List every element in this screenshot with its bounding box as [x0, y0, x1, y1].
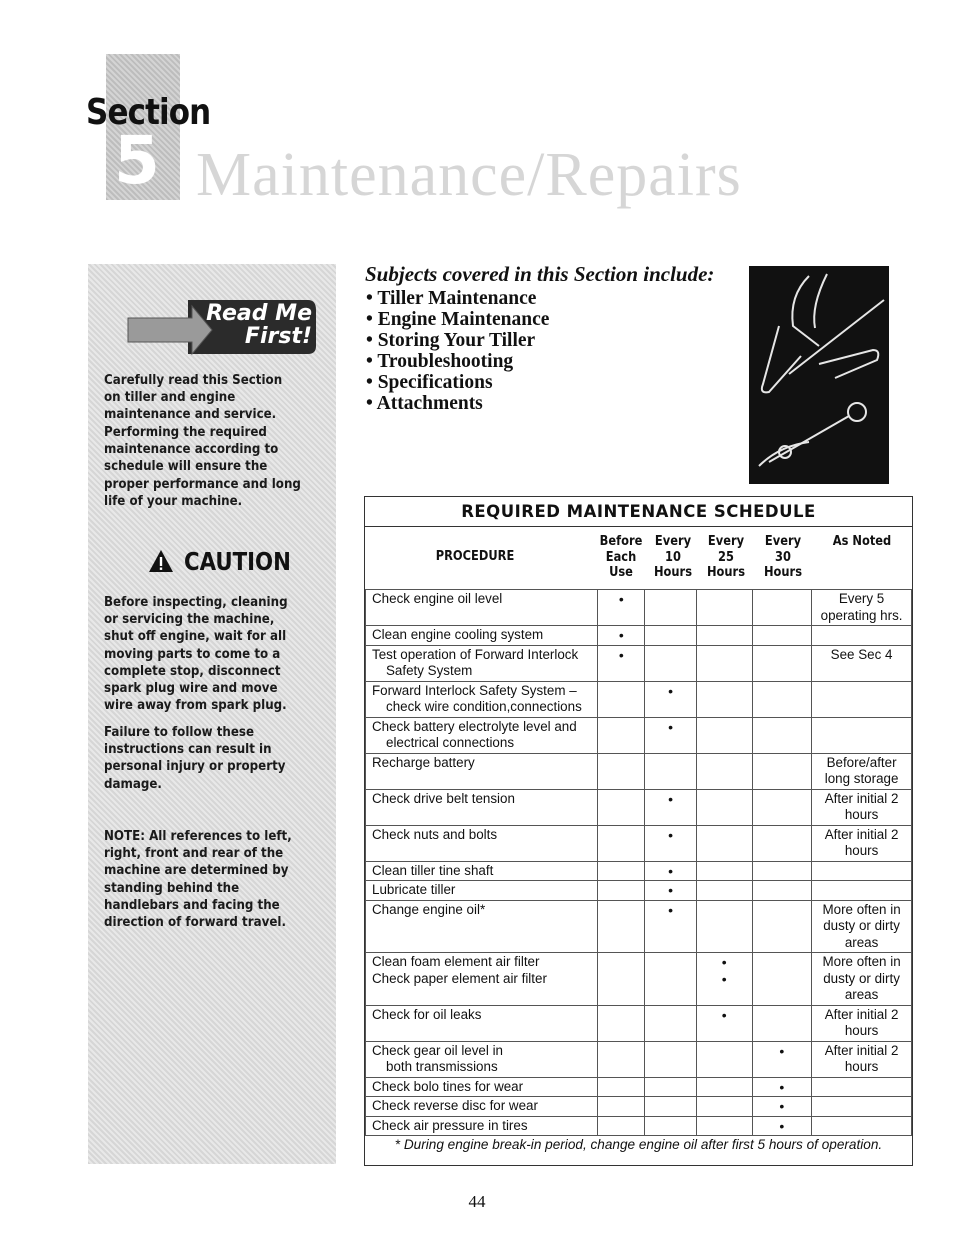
schedule-mark: • — [598, 590, 645, 626]
table-row — [366, 590, 912, 626]
procedure-line: Check air pressure in tires — [372, 1117, 528, 1133]
table-row — [366, 900, 912, 953]
note-cell: Every 5 operating hrs. — [812, 590, 912, 626]
procedure-cell — [366, 590, 598, 626]
schedule-mark — [598, 681, 645, 717]
note-cell — [812, 1097, 912, 1117]
schedule-mark: • — [752, 1041, 812, 1077]
schedule-mark — [696, 681, 752, 717]
table-row — [366, 1077, 912, 1097]
read-me-line: Read Me — [206, 301, 312, 326]
table-row — [366, 753, 912, 789]
procedure-line: Clean tiller tine shaft — [372, 862, 494, 878]
schedule-mark: • — [752, 1077, 812, 1097]
schedule-mark: • — [645, 900, 697, 953]
procedure-cell — [366, 1116, 598, 1136]
table-row — [366, 1041, 912, 1077]
tools-icon — [749, 266, 889, 484]
schedule-mark — [752, 825, 812, 861]
procedure-cell — [366, 789, 598, 825]
procedure-line: electrical connections — [386, 735, 515, 750]
procedure-line: Test operation of Forward Interlock — [372, 646, 579, 662]
table-row — [366, 1097, 912, 1117]
section-number: 5 — [114, 122, 160, 199]
schedule-mark — [696, 900, 752, 953]
procedure-cell — [366, 1005, 598, 1041]
schedule-mark — [696, 881, 752, 901]
procedure-line: Forward Interlock Safety System – — [372, 682, 577, 698]
note-cell: After initial 2 hours — [812, 825, 912, 861]
procedure-line: Check drive belt tension — [372, 790, 515, 806]
schedule-mark — [645, 1097, 697, 1117]
procedure-cell — [366, 645, 598, 681]
procedure-cell — [366, 1097, 598, 1117]
schedule-mark — [598, 1041, 645, 1077]
schedule-mark: • — [645, 717, 697, 753]
schedule-mark — [645, 1041, 697, 1077]
table-row — [366, 789, 912, 825]
schedule-mark — [645, 1005, 697, 1041]
schedule-mark — [752, 626, 812, 646]
schedule-mark — [696, 789, 752, 825]
list-item: • Engine Maintenance — [366, 309, 550, 330]
procedure-line: Check gear oil level in — [372, 1042, 503, 1058]
schedule-mark: • — [598, 645, 645, 681]
schedule-mark — [598, 861, 645, 881]
page-title: Maintenance/Repairs — [196, 141, 742, 209]
schedule-mark — [645, 1077, 697, 1097]
table-row — [366, 645, 912, 681]
table-row — [366, 881, 912, 901]
schedule-mark: • — [645, 825, 697, 861]
schedule-mark — [696, 861, 752, 881]
schedule-mark — [696, 825, 752, 861]
schedule-mark — [645, 753, 697, 789]
note-cell: After initial 2 hours — [812, 1041, 912, 1077]
schedule-mark — [752, 645, 812, 681]
list-item: • Troubleshooting — [366, 351, 514, 372]
procedure-cell — [366, 1041, 598, 1077]
procedure-line: Recharge battery — [372, 754, 475, 770]
schedule-mark — [645, 953, 697, 1006]
note-cell: Before/after long storage — [812, 753, 912, 789]
table-row — [366, 681, 912, 717]
read-me-first-label — [200, 302, 312, 348]
procedure-line: Check nuts and bolts — [372, 826, 498, 842]
note-cell: More often in dusty or dirty areas — [812, 900, 912, 953]
schedule-mark — [696, 1077, 752, 1097]
schedule-mark — [696, 1116, 752, 1136]
schedule-grid — [365, 589, 912, 1136]
schedule-mark — [598, 1005, 645, 1041]
procedure-line: Check engine oil level — [372, 591, 503, 606]
schedule-mark — [752, 900, 812, 953]
every-30-hours-header: Every 30 Hours — [763, 534, 803, 580]
page-number: 44 — [468, 1192, 486, 1211]
schedule-mark — [752, 590, 812, 626]
procedure-header: PROCEDURE — [435, 549, 515, 564]
table-row — [366, 1005, 912, 1041]
note-cell — [812, 1116, 912, 1136]
schedule-mark: • — [645, 681, 697, 717]
schedule-mark — [598, 1077, 645, 1097]
every-10-hours-header: Every 10 Hours — [653, 534, 693, 580]
procedure-line: both transmissions — [386, 1059, 498, 1074]
schedule-mark: • • — [696, 953, 752, 1006]
procedure-line: Check battery electrolyte level and — [372, 718, 577, 734]
procedure-line: Safety System — [386, 663, 473, 678]
schedule-mark — [598, 953, 645, 1006]
procedure-cell — [366, 825, 598, 861]
schedule-title: REQUIRED MAINTENANCE SCHEDULE — [461, 502, 816, 521]
procedure-cell — [366, 900, 598, 953]
procedure-line: Check paper element air filter — [372, 970, 547, 986]
procedure-line: Check reverse disc for wear — [372, 1098, 538, 1113]
footnote: * During engine break-in period, change engine oil after first 5 hours of operation. — [394, 1137, 883, 1152]
tools-image — [749, 266, 889, 484]
table-row — [366, 717, 912, 753]
schedule-mark — [645, 626, 697, 646]
schedule-mark — [696, 717, 752, 753]
schedule-mark — [598, 717, 645, 753]
schedule-mark — [598, 753, 645, 789]
every-25-hours-header: Every 25 Hours — [706, 534, 746, 580]
schedule-mark — [696, 590, 752, 626]
table-row — [366, 1116, 912, 1136]
before-each-use-header: Before Each Use — [599, 534, 643, 580]
schedule-mark — [752, 717, 812, 753]
table-row — [366, 626, 912, 646]
procedure-cell — [366, 717, 598, 753]
procedure-line: Lubricate tiller — [372, 882, 456, 897]
readme-paragraph-2: Performing the required maintenance according to schedule will ensure the proper performance and long life of your machine. — [104, 425, 301, 509]
note-cell: After initial 2 hours — [812, 789, 912, 825]
schedule-mark — [752, 953, 812, 1006]
subjects-list — [366, 288, 549, 414]
section-word: Section — [86, 92, 211, 133]
procedure-cell — [366, 1077, 598, 1097]
schedule-mark — [752, 753, 812, 789]
procedure-line: check wire condition,connections — [386, 699, 582, 714]
schedule-mark: • — [598, 626, 645, 646]
list-item: • Tiller Maintenance — [366, 288, 537, 309]
subjects-title: Subjects covered in this Section include: — [365, 262, 715, 286]
title-divider — [365, 526, 912, 527]
schedule-mark — [752, 789, 812, 825]
procedure-cell — [366, 953, 598, 1006]
schedule-mark: • — [645, 861, 697, 881]
schedule-mark — [598, 789, 645, 825]
procedure-cell — [366, 626, 598, 646]
note-cell — [812, 626, 912, 646]
schedule-mark — [752, 881, 812, 901]
schedule-mark — [696, 753, 752, 789]
schedule-mark — [752, 861, 812, 881]
schedule-mark: • — [645, 789, 697, 825]
schedule-mark — [696, 645, 752, 681]
schedule-mark — [645, 645, 697, 681]
maintenance-schedule-table — [364, 496, 913, 1166]
schedule-mark — [598, 1097, 645, 1117]
note-cell: More often in dusty or dirty areas — [812, 953, 912, 1006]
schedule-mark: • — [645, 881, 697, 901]
schedule-mark — [645, 590, 697, 626]
schedule-mark — [696, 1041, 752, 1077]
note-cell — [812, 1077, 912, 1097]
procedure-line: Clean engine cooling system — [372, 627, 544, 642]
schedule-mark — [598, 900, 645, 953]
caution-label: CAUTION — [184, 546, 291, 576]
list-item: • Specifications — [366, 372, 493, 393]
schedule-mark — [752, 1005, 812, 1041]
schedule-mark: • — [696, 1005, 752, 1041]
note-cell — [812, 861, 912, 881]
table-row — [366, 825, 912, 861]
note-cell — [812, 881, 912, 901]
schedule-mark — [696, 626, 752, 646]
procedure-line: Clean foam element air filter — [372, 954, 540, 969]
schedule-mark: • — [752, 1097, 812, 1117]
schedule-mark — [598, 1116, 645, 1136]
procedure-line: Check bolo tines for wear — [372, 1078, 524, 1094]
first-line: First! — [244, 324, 312, 349]
procedure-cell — [366, 681, 598, 717]
caution-heading — [148, 546, 310, 576]
list-item: • Attachments — [366, 393, 483, 414]
table-row — [366, 953, 912, 1006]
caution-paragraph-2: Failure to follow these instructions can result in personal injury or property damage. — [104, 725, 286, 792]
caution-paragraph-1: Before inspecting, cleaning or servicing the machine, shut off engine, wait for all moving parts to come to a complete stop, disconnect spark plug wire and move wire away from spark plug. — [104, 595, 288, 714]
schedule-mark — [752, 681, 812, 717]
note-cell — [812, 717, 912, 753]
note-cell: See Sec 4 — [812, 645, 912, 681]
warning-triangle-icon — [148, 549, 174, 573]
schedule-mark — [696, 1097, 752, 1117]
note-cell — [812, 681, 912, 717]
procedure-cell — [366, 753, 598, 789]
read-me-first-badge — [108, 296, 318, 358]
procedure-cell — [366, 881, 598, 901]
readme-paragraph-1: Carefully read this Section on tiller and engine maintenance and service. — [104, 373, 283, 423]
schedule-mark: • — [752, 1116, 812, 1136]
procedure-line: Change engine oil* — [372, 901, 486, 917]
schedule-mark — [645, 1116, 697, 1136]
as-noted-header: As Noted — [832, 534, 892, 549]
schedule-mark — [598, 881, 645, 901]
procedure-line: Check for oil leaks — [372, 1006, 482, 1022]
procedure-cell — [366, 861, 598, 881]
note-cell: After initial 2 hours — [812, 1005, 912, 1041]
schedule-mark — [598, 825, 645, 861]
list-item: • Storing Your Tiller — [366, 330, 536, 351]
note-paragraph: NOTE: All references to left, right, front and rear of the machine are determined by standing behind the handlebars and facing the direction of forward travel. — [104, 829, 292, 931]
table-row — [366, 861, 912, 881]
